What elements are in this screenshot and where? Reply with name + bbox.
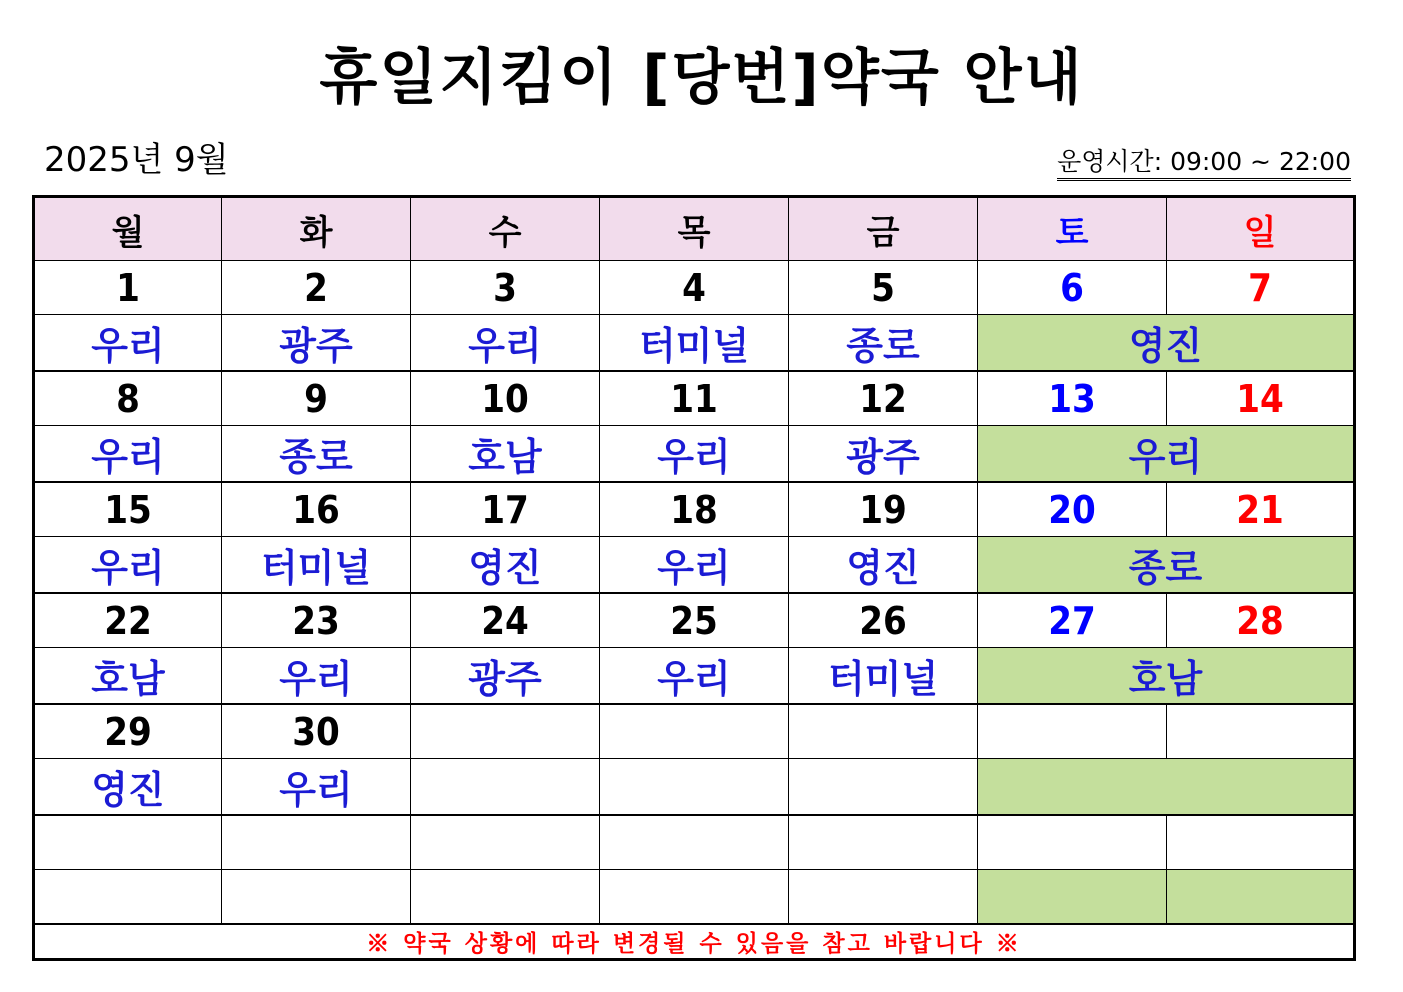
- date-cell: 12: [789, 371, 978, 426]
- pharmacy-cell: [222, 870, 411, 925]
- date-cell: 4: [600, 261, 789, 315]
- pharmacy-cell: 영진: [34, 759, 222, 816]
- pharmacy-row: [34, 315, 1355, 372]
- date-row: [34, 261, 1355, 315]
- date-cell: 3: [411, 261, 600, 315]
- weekday-mon: 월: [34, 197, 222, 261]
- date-cell: [1167, 815, 1355, 870]
- date-cell: 30: [222, 704, 411, 759]
- pharmacy-cell: 광주: [789, 426, 978, 483]
- date-row: [34, 482, 1355, 537]
- pharmacy-row: [34, 759, 1355, 816]
- date-cell: 2: [222, 261, 411, 315]
- date-cell: 25: [600, 593, 789, 648]
- date-cell: [600, 815, 789, 870]
- pharmacy-cell: 호남: [34, 648, 222, 705]
- date-cell: [789, 815, 978, 870]
- footer-row: [34, 924, 1355, 960]
- date-cell: 5: [789, 261, 978, 315]
- pharmacy-row-empty: [34, 870, 1355, 925]
- page-title: 휴일지킴이 [당번]약국 안내: [319, 43, 1084, 113]
- pharmacy-cell: 우리: [34, 315, 222, 372]
- pharmacy-cell: 광주: [222, 315, 411, 372]
- date-cell: 17: [411, 482, 600, 537]
- date-cell: 11: [600, 371, 789, 426]
- month-label: 2025년 9월: [44, 140, 229, 180]
- pharmacy-row: [34, 648, 1355, 705]
- pharmacy-cell: 호남: [411, 426, 600, 483]
- date-cell: 13: [978, 371, 1167, 426]
- pharmacy-cell: 종로: [789, 315, 978, 372]
- date-cell: 28: [1167, 593, 1355, 648]
- pharmacy-cell: 우리: [222, 648, 411, 705]
- pharmacy-cell: 우리: [600, 648, 789, 705]
- date-cell: 21: [1167, 482, 1355, 537]
- date-row-empty: [34, 815, 1355, 870]
- date-cell: 24: [411, 593, 600, 648]
- footer-note: ※ 약국 상황에 따라 변경될 수 있음을 참고 바랍니다 ※: [34, 924, 1355, 960]
- date-cell: [1167, 704, 1355, 759]
- pharmacy-cell: [600, 870, 789, 925]
- pharmacy-cell: 우리: [222, 759, 411, 816]
- pharmacy-cell: 터미널: [789, 648, 978, 705]
- date-cell: [411, 704, 600, 759]
- weekday-sun: 일: [1167, 197, 1355, 261]
- date-cell: 23: [222, 593, 411, 648]
- date-cell: [978, 815, 1167, 870]
- pharmacy-cell: [789, 759, 978, 816]
- date-row: [34, 704, 1355, 759]
- weekday-fri: 금: [789, 197, 978, 261]
- pharmacy-cell: 광주: [411, 648, 600, 705]
- date-cell: [222, 815, 411, 870]
- pharmacy-row: [34, 426, 1355, 483]
- date-cell: 6: [978, 261, 1167, 315]
- weekend-pharmacy-cell: 종로: [978, 537, 1355, 594]
- date-cell: 16: [222, 482, 411, 537]
- pharmacy-cell: [600, 759, 789, 816]
- date-cell: [789, 704, 978, 759]
- weekend-pharmacy-cell: 호남: [978, 648, 1355, 705]
- date-cell: [411, 815, 600, 870]
- date-cell: 27: [978, 593, 1167, 648]
- pharmacy-cell: 터미널: [222, 537, 411, 594]
- weekday-thu: 목: [600, 197, 789, 261]
- pharmacy-cell: 우리: [411, 315, 600, 372]
- operating-hours: 운영시간: 09:00 ~ 22:00: [1057, 146, 1351, 181]
- weekend-cell-sun: [1167, 870, 1355, 925]
- date-cell: 20: [978, 482, 1167, 537]
- pharmacy-cell: [411, 759, 600, 816]
- pharmacy-cell: 영진: [411, 537, 600, 594]
- weekend-pharmacy-cell: [978, 759, 1355, 816]
- date-row: [34, 593, 1355, 648]
- date-cell: 19: [789, 482, 978, 537]
- pharmacy-cell: 영진: [789, 537, 978, 594]
- date-cell: 7: [1167, 261, 1355, 315]
- date-cell: 10: [411, 371, 600, 426]
- weekday-wed: 수: [411, 197, 600, 261]
- pharmacy-cell: [411, 870, 600, 925]
- date-cell: 1: [34, 261, 222, 315]
- duty-calendar: [32, 195, 1356, 961]
- date-row: [34, 371, 1355, 426]
- date-cell: 15: [34, 482, 222, 537]
- weekend-pharmacy-cell: 우리: [978, 426, 1355, 483]
- weekday-tue: 화: [222, 197, 411, 261]
- pharmacy-cell: 우리: [600, 537, 789, 594]
- pharmacy-cell: 우리: [600, 426, 789, 483]
- date-cell: 29: [34, 704, 222, 759]
- pharmacy-row: [34, 537, 1355, 594]
- date-cell: 26: [789, 593, 978, 648]
- weekend-cell-sat: [978, 870, 1167, 925]
- weekend-pharmacy-cell: 영진: [978, 315, 1355, 372]
- date-cell: [600, 704, 789, 759]
- date-cell: 18: [600, 482, 789, 537]
- date-cell: 9: [222, 371, 411, 426]
- date-cell: 22: [34, 593, 222, 648]
- pharmacy-cell: 우리: [34, 426, 222, 483]
- date-cell: [978, 704, 1167, 759]
- date-cell: 8: [34, 371, 222, 426]
- weekday-sat: 토: [978, 197, 1167, 261]
- date-cell: 14: [1167, 371, 1355, 426]
- pharmacy-cell: [34, 870, 222, 925]
- pharmacy-cell: [789, 870, 978, 925]
- pharmacy-cell: 터미널: [600, 315, 789, 372]
- date-cell: [34, 815, 222, 870]
- pharmacy-cell: 종로: [222, 426, 411, 483]
- weekday-header-row: [34, 197, 1355, 261]
- pharmacy-cell: 우리: [34, 537, 222, 594]
